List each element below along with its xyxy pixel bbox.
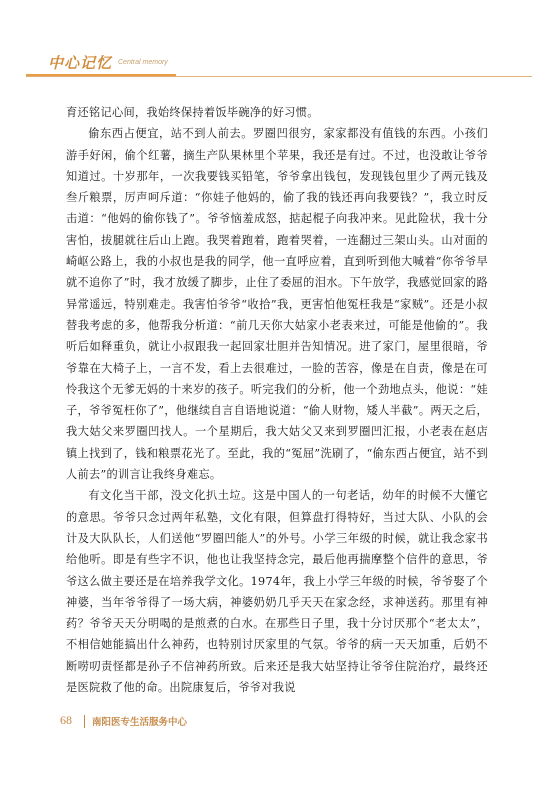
page-footer bbox=[60, 713, 500, 731]
page-number: 68 bbox=[60, 713, 72, 727]
body-text bbox=[66, 102, 488, 698]
paragraph: 偷东西占便宜，站不到人前去。罗圈凹很穷，家家都没有值钱的东西。小孩们游手好闲，偷个红薯，摘生产队果林里个苹果，我还是有过。不过，也没敢让爷爷知道过。十岁那年，一次我要钱买铅笔，爷爷拿出钱包，发现钱包里少了两元钱及叁斤粮票，厉声呵斥道：“你娃子他妈的，偷了我的钱还再向我要钱？”，我立时反击道：“他妈的偷你钱了”。爷爷恼羞成怒，掂起棍子向我冲来。见此险状，我十分害怕，拔腿就往后山上跑。我哭着跑着，跑着哭着，一连翻过三架山头。山对面的崎岖公路上，我的小叔也是我的同学，他一直呼应着，直到听到他大喊着“你爷爷早就不追你了”时，我才放缓了脚步，止住了委屈的泪水。下午放学，我感觉回家的路异常遥远，特别难走。我害怕爷爷“收拾”我，更害怕他冤枉我是“家贼”。还是小叔替我考虑的多，他帮我分析道：“前几天你大姑家小老表来过，可能是他偷的”。我听后如释重负，就让小叔跟我一起回家壮胆并告知情况。进了家门，屋里很暗，爷爷靠在大椅子上，一言不发，看上去很难过，一脸的苦容，像是在自责，像是在可怜我这个无爹无妈的十来岁的孩子。听完我们的分析，他一个劲地点头，他说：“娃子，爷爷冤枉你了”，他继续自言自语地说道：“偷人财物，矮人半截”。两天之后，我大姑父来罗圈凹找人。一个星期后，我大姑父又来到罗圈凹汇报，小老表在赵店镇上找到了，钱和粮票花光了。至此，我的“冤屈”洗刷了，“偷东西占便宜，站不到人前去”的训言让我终身难忘。 bbox=[66, 127, 488, 482]
footer-label: 南阳医专生活服务中心 bbox=[92, 717, 188, 728]
header-title: 中心记忆 bbox=[48, 54, 113, 72]
paragraph: 有文化当干部，没文化扒土垃。这是中国人的一句老话，幼年的时候不大懂它的意思。爷爷只念过两年私塾，文化有限，但算盘打得特好，当过大队、小队的会计及大队队长，人们送他“罗圈凹能人”的外号。小学三年级的时候，就让我念家书给他听。即是有些字不识，他也让我坚持念完，最后他再揣摩整个信件的意思，爷爷这么做主要还是在培养我学文化。1974年，我上小学三年级的时候，爷爷娶了个神婆，当年爷爷得了一场大病，神婆奶奶几乎天天在家念经，求神送药。那里有神药？爷爷天天分明喝的是煎煮的白水。在那些日子里，我十分讨厌那个“老太太”，不相信她能搞出什么神药，也特别讨厌家里的气氛。爷爷的病一天天加重，后奶不断唠叨责怪都是孙子不信神药所致。后来还是我大姑坚持让爷爷住院治疗，最终还是医院救了他的命。出院康复后，爷爷对我说 bbox=[66, 489, 488, 695]
footer-divider bbox=[84, 715, 85, 728]
running-header bbox=[26, 48, 532, 78]
header-rule bbox=[26, 76, 532, 77]
header-subtitle: Central memory bbox=[118, 59, 168, 66]
paragraph: 育还铭记心间，我始终保持着饭毕碗净的好习惯。 bbox=[66, 106, 319, 119]
